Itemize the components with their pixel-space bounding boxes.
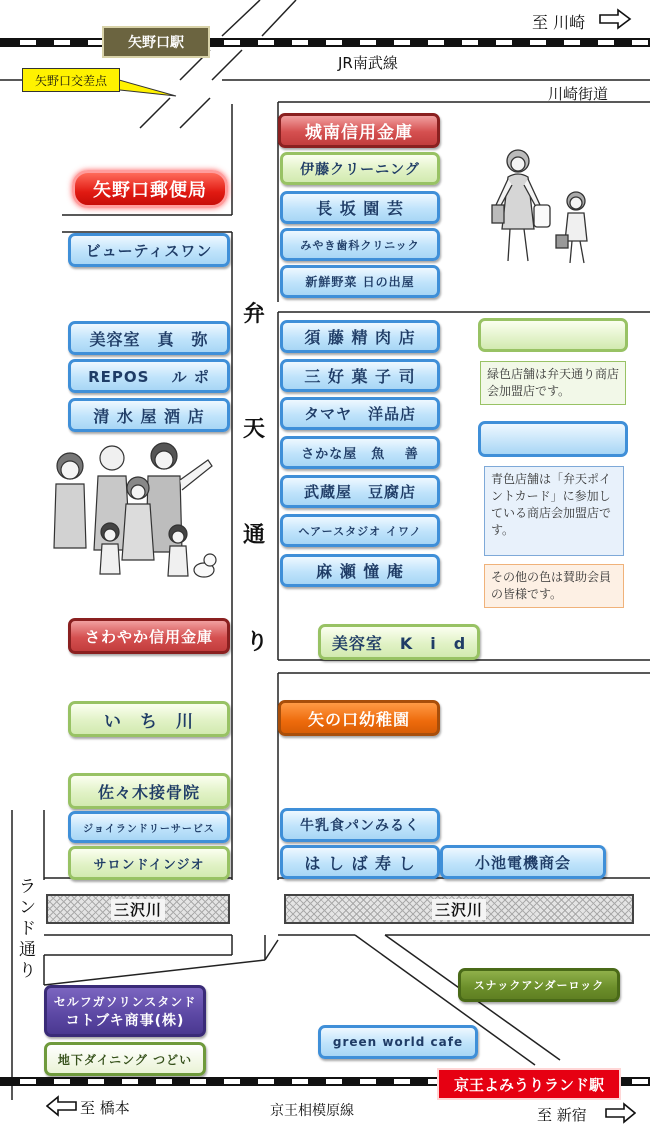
shop-uozen[interactable]: さかな屋 魚 善 (280, 436, 440, 469)
shop-shimizuya-saketen[interactable]: 清 水 屋 酒 店 (68, 398, 230, 432)
shop-sudo-seinikuten[interactable]: 須 藤 精 肉 店 (280, 320, 440, 353)
yanokuchi-station[interactable]: 矢野口駅 (102, 26, 210, 58)
yanokuchi-intersection-label: 矢野口交差点 (22, 68, 120, 92)
benten-street-char: 天 (243, 416, 266, 442)
shop-beauty-swan[interactable]: ビューティスワン (68, 233, 230, 267)
legend-other-text: その他の色は賛助会員の皆様です。 (484, 564, 624, 608)
land-street-char: ン (19, 898, 36, 918)
land-street-char: ラ (19, 877, 36, 897)
keio-yomiuri-land-station[interactable]: 京王よみうりランド駅 (437, 1068, 621, 1100)
land-street-char: 通 (19, 940, 36, 960)
benten-street-char: 弁 (243, 301, 266, 327)
land-street-char: り (19, 961, 36, 981)
shop-sawayaka-shinkin[interactable]: さわやか信用金庫 (68, 618, 230, 654)
benten-street-char: 通 (243, 522, 266, 548)
jr-railway-track (0, 38, 650, 47)
benten-street-char: り (246, 629, 269, 655)
shop-hair-studio-iwano[interactable]: ヘアースタジオ イワノ (280, 514, 440, 547)
misawa-river-right: 三沢川 (284, 894, 634, 924)
arrow-right-icon (598, 8, 632, 30)
kotobuki-line-2: コトブキ商事(株) (65, 1012, 185, 1029)
shop-miyoshi-kashi[interactable]: 三 好 菓 子 司 (280, 359, 440, 392)
shop-jonan-shinkin[interactable]: 城南信用金庫 (278, 113, 440, 148)
shop-repos[interactable]: REPOS ル ポ (68, 359, 230, 393)
chika-dining-tsudoi[interactable]: 地下ダイニング つどい (44, 1042, 206, 1076)
keio-line-label: 京王相模原線 (270, 1103, 354, 1119)
jr-nanbu-line-label: JR南武線 (338, 54, 398, 72)
shop-asase-shoan[interactable]: 麻 瀬 憧 庵 (280, 554, 440, 587)
legend-green-swatch (478, 318, 628, 352)
shop-koike-denki[interactable]: 小池電機商会 (440, 845, 606, 879)
misawa-river-left: 三沢川 (46, 894, 230, 924)
shop-joy-laundry[interactable]: ジョイランドリーサービス (68, 811, 230, 843)
intersection-pointer (110, 76, 180, 102)
shop-biyoshitsu-mami[interactable]: 美容室 真 弥 (68, 321, 230, 355)
shop-gyunyu-shokupan-milk[interactable]: 牛乳食パンみるく (280, 808, 440, 842)
shop-musashiya[interactable]: 武蔵屋 豆腐店 (280, 475, 440, 508)
family-group-illustration (32, 440, 218, 590)
direction-hashimoto: 至 橋本 (80, 1099, 130, 1117)
yanokuchi-post-office[interactable]: 矢野口郵便局 (72, 170, 228, 208)
direction-shinjuku: 至 新宿 (537, 1106, 587, 1124)
shop-sasaki-sekkotsuin[interactable]: 佐々木接骨院 (68, 773, 230, 809)
shop-miyaki-dental[interactable]: みやき歯科クリニック (280, 228, 440, 261)
kotobuki-line-1: セルフガソリンスタンド (53, 994, 197, 1009)
shopping-family-illustration (488, 143, 606, 271)
kawasaki-kaido-label: 川崎街道 (548, 85, 609, 103)
legend-blue-swatch (478, 421, 628, 457)
shop-salon-de-injio[interactable]: サロンドインジオ (68, 846, 230, 880)
shop-hashiba-sushi[interactable]: は し ば 寿 し (280, 845, 440, 879)
land-street-char: ド (19, 919, 36, 939)
legend-green-text: 緑色店舗は弁天通り商店会加盟店です。 (480, 361, 626, 405)
shop-tamaya[interactable]: タマヤ 洋品店 (280, 397, 440, 430)
legend-blue-text: 青色店舗は「弁天ポイントカード」に参加している商店会加盟店です。 (484, 466, 624, 556)
direction-kawasaki: 至 川崎 (532, 13, 586, 32)
kotobuki-gas-station[interactable] (44, 985, 206, 1037)
green-world-cafe[interactable]: green world cafe (318, 1025, 478, 1059)
yanokuchi-kindergarten[interactable]: 矢の口幼稚園 (278, 700, 440, 736)
arrow-right-icon (604, 1102, 636, 1124)
arrow-left-icon (46, 1095, 78, 1117)
shop-nagasaka-engei[interactable]: 長 坂 園 芸 (280, 191, 440, 224)
shop-ito-cleaning[interactable]: 伊藤クリーニング (280, 152, 440, 185)
shop-biyoshitsu-kid[interactable]: 美容室 K i d (318, 624, 480, 660)
snack-under-rock[interactable]: スナックアンダーロック (458, 968, 620, 1002)
shop-ichikawa[interactable]: い ち 川 (68, 701, 230, 737)
shop-hinodeya[interactable]: 新鮮野菜 日の出屋 (280, 265, 440, 298)
